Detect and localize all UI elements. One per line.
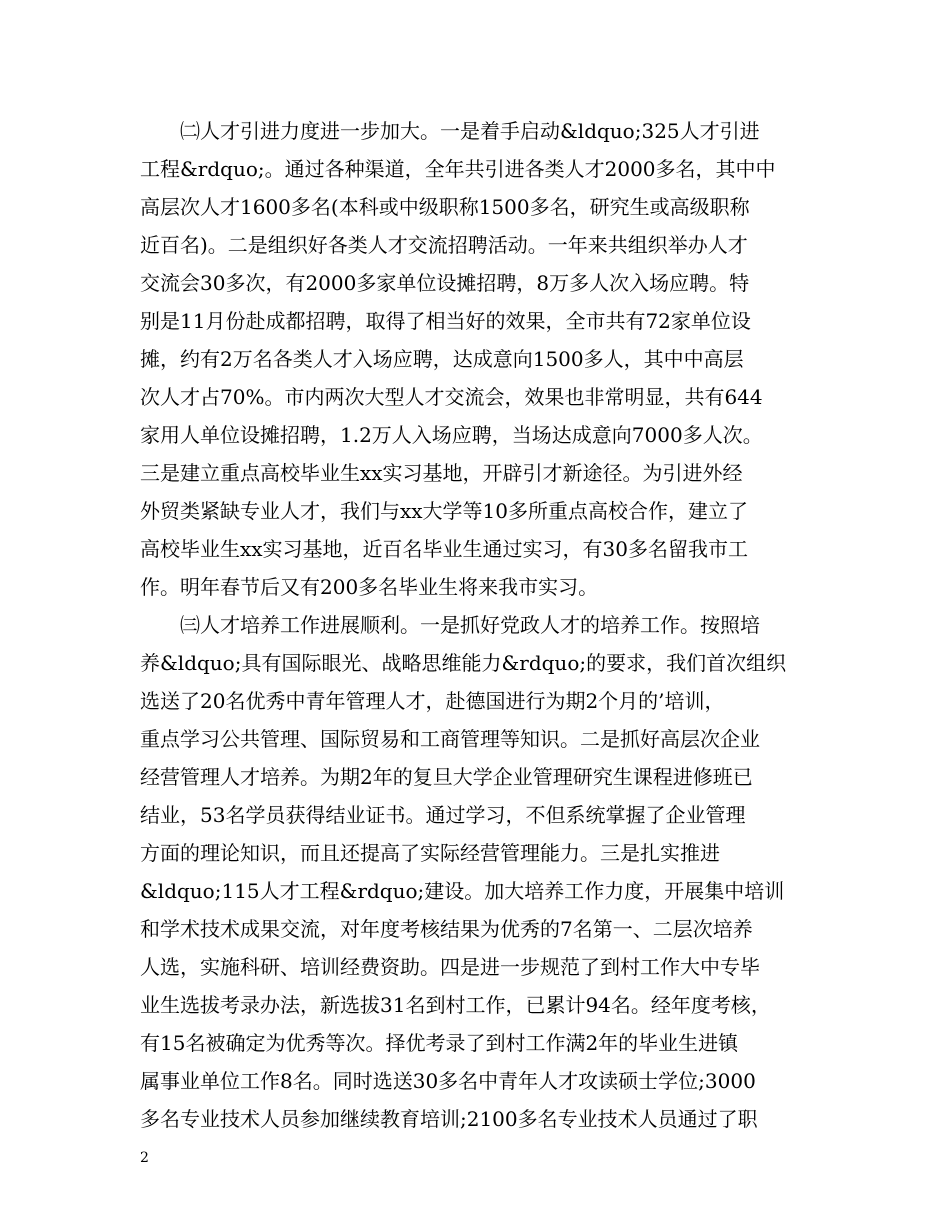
text-line: 选送了20名优秀中青年管理人才，赴德国进行为期2个月的’培训， bbox=[140, 689, 725, 713]
text-line: 多名专业技术人员参加继续教育培训;2100多名专业技术人员通过了职 bbox=[140, 1107, 758, 1131]
text-line: 重点学习公共管理、国际贸易和工商管理等知识。二是抓好高层次企业 bbox=[140, 727, 760, 751]
page-number: 2 bbox=[140, 1150, 149, 1166]
text-line: 有15名被确定为优秀等次。择优考录了到村工作满2年的毕业生进镇 bbox=[140, 1031, 739, 1055]
text-line: 交流会30多次，有2000多家单位设摊招聘，8万多人次入场应聘。特 bbox=[140, 271, 750, 295]
text-line: &ldquo;115人才工程&rdquo;建设。加大培养工作力度，开展集中培训 bbox=[140, 879, 785, 903]
text-line: ㈢人才培养工作进展顺利。一是抓好党政人才的培养工作。按照培 bbox=[180, 613, 760, 637]
text-line: 经营管理人才培养。为期2年的复旦大学企业管理研究生课程进修班已 bbox=[140, 765, 753, 789]
text-line: 属事业单位工作8名。同时选送30多名中青年人才攻读硕士学位;3000 bbox=[140, 1069, 756, 1093]
text-line: 作。明年春节后又有200多名毕业生将来我市实习。 bbox=[140, 575, 599, 599]
text-line: 工程&rdquo;。通过各种渠道，全年共引进各类人才2000多名，其中中 bbox=[140, 157, 776, 181]
text-line: 近百名)。二是组织好各类人才交流招聘活动。一年来共组织举办人才 bbox=[140, 233, 748, 257]
text-line: 方面的理论知识，而且还提高了实际经营管理能力。三是扎实推进 bbox=[140, 841, 720, 865]
text-line: 摊，约有2万名各类人才入场应聘，达成意向1500多人，其中中高层 bbox=[140, 347, 744, 371]
text-line: 外贸类紧缺专业人才，我们与xx大学等10多所重点高校合作，建立了 bbox=[140, 499, 749, 523]
text-line: 高校毕业生xx实习基地，近百名毕业生通过实习，有30多名留我市工 bbox=[140, 537, 749, 561]
text-line: 家用人单位设摊招聘，1.2万人入场应聘，当场达成意向7000多人次。 bbox=[140, 423, 763, 447]
text-line: 业生选拔考录办法，新选拔31名到村工作，已累计94名。经年度考核， bbox=[140, 993, 771, 1017]
text-line: 和学术技术成果交流，对年度考核结果为优秀的7名第一、二层次培养 bbox=[140, 917, 753, 941]
text-line: 结业，53名学员获得结业证书。通过学习，不但系统掌握了企业管理 bbox=[140, 803, 746, 827]
text-line: 别是11月份赴成都招聘，取得了相当好的效果，全市共有72家单位设 bbox=[140, 309, 751, 333]
text-line: 高层次人才1600多名(本科或中级职称1500多名，研究生或高级职称 bbox=[140, 195, 750, 219]
text-line: 三是建立重点高校毕业生xx实习基地，开辟引才新途径。为引进外经 bbox=[140, 461, 743, 485]
text-line: 养&ldquo;具有国际眼光、战略思维能力&rdquo;的要求，我们首次组织 bbox=[140, 651, 787, 675]
text-line: 人选，实施科研、培训经费资助。四是进一步规范了到村工作大中专毕 bbox=[140, 955, 760, 979]
text-line: 次人才占70%。市内两次大型人才交流会，效果也非常明显，共有644 bbox=[140, 385, 763, 409]
text-line: ㈡人才引进力度进一步加大。一是着手启动&ldquo;325人才引进 bbox=[180, 119, 760, 143]
